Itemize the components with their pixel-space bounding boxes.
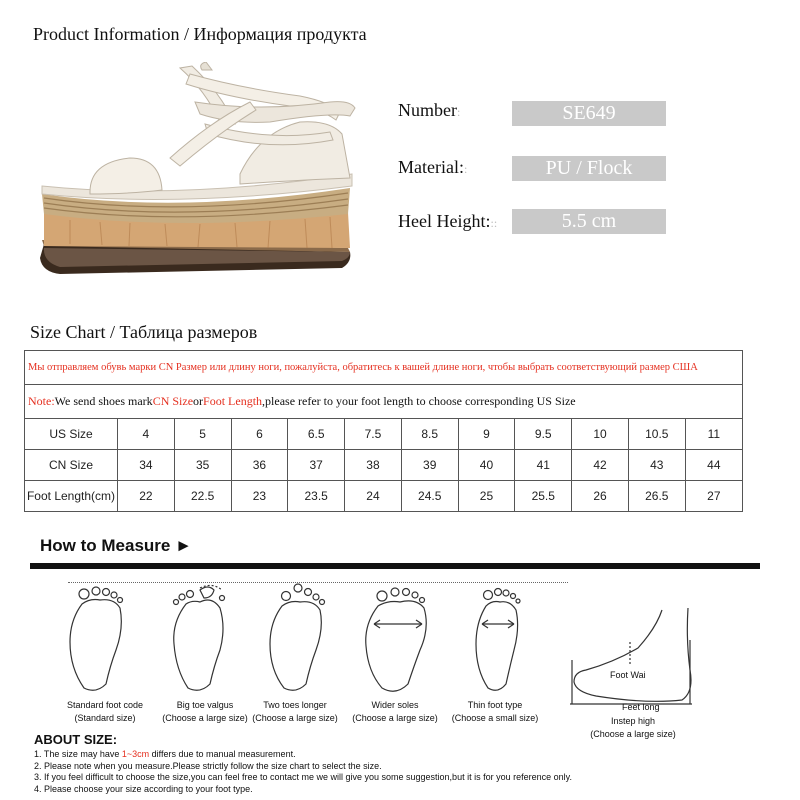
size-row — [25, 450, 742, 481]
spec-material-value: PU / Flock — [512, 156, 666, 181]
size-row — [25, 481, 742, 512]
size-note-russian: Мы отправляем обувь марки CN Размер или длину ноги, пожалуйста, обратитесь к вашей длине ноги, чтобы выбрать соответствующий размер США — [25, 351, 742, 385]
about-item-1: 1. The size may have 1~3cm differs due to manual measurement. — [34, 749, 296, 759]
size-cell: 9.5 — [515, 419, 572, 450]
two-toes-longer-foot-icon — [270, 584, 325, 690]
sandal-product-image — [30, 62, 360, 292]
size-cell: 26 — [572, 481, 629, 512]
size-grid — [25, 419, 742, 511]
spec-heel-height-value: 5.5 cm — [512, 209, 666, 234]
spec-material-label: Material:: — [398, 157, 468, 177]
size-cell: 26.5 — [628, 481, 685, 512]
size-cell: 25 — [458, 481, 515, 512]
size-cell: 9 — [458, 419, 515, 450]
section-divider-bar — [30, 563, 760, 569]
feet-long-label: Feet long — [622, 702, 660, 712]
size-cell: 25.5 — [515, 481, 572, 512]
about-item-2: 2. Please note when you measure.Please strictly follow the size chart to select the size. — [34, 760, 382, 771]
thin-foot-icon — [476, 589, 520, 691]
size-cell: 37 — [288, 450, 345, 481]
size-cell: 11 — [685, 419, 742, 450]
size-cell: 10 — [572, 419, 629, 450]
size-cell: 36 — [231, 450, 288, 481]
size-cell: 24 — [345, 481, 402, 512]
size-row-label: Foot Length(cm) — [25, 481, 118, 512]
size-note-english: Note: We send shoes mark CN Size or Foot Length ,please refer to your foot length to choose corresponding US Size — [25, 385, 742, 419]
about-size-list — [34, 749, 572, 795]
size-cell: 10.5 — [628, 419, 685, 450]
size-cell: 41 — [515, 450, 572, 481]
size-cell: 39 — [401, 450, 458, 481]
how-to-measure-title: How to Measure ► — [40, 536, 192, 555]
size-row-label: US Size — [25, 419, 118, 450]
foot-wai-label: Foot Wai — [610, 670, 646, 680]
size-cell: 23.5 — [288, 481, 345, 512]
size-cell: 35 — [174, 450, 231, 481]
product-info-title: Product Information / Информация продукта — [33, 24, 367, 44]
note-label: Note: — [28, 394, 55, 408]
foot-types-illustration — [40, 580, 560, 695]
spec-number-value: SE649 — [512, 101, 666, 126]
size-cell: 34 — [118, 450, 175, 481]
big-toe-valgus-foot-icon — [174, 585, 225, 690]
wider-soles-foot-icon — [366, 588, 427, 691]
spec-heel-height-label: Heel Height::: — [398, 211, 498, 231]
size-cell: 42 — [572, 450, 629, 481]
about-size-title: ABOUT SIZE: — [34, 732, 118, 747]
size-chart-title: Size Chart / Таблица размеров — [30, 322, 258, 342]
size-cell: 5 — [174, 419, 231, 450]
about-item-4: 4. Please choose your size according to your foot type. — [34, 783, 253, 794]
foot-caption-instep: Instep high (Choose a large size) — [590, 716, 676, 739]
size-cell: 6.5 — [288, 419, 345, 450]
size-row — [25, 419, 742, 450]
foot-caption-thin: Thin foot type (Choose a small size) — [451, 700, 539, 723]
spec-number-label: Number: — [398, 100, 461, 120]
size-cell: 6 — [231, 419, 288, 450]
size-chart-table — [24, 350, 743, 512]
standard-foot-icon — [70, 587, 123, 690]
foot-caption-wider: Wider soles (Choose a large size) — [352, 700, 438, 723]
foot-caption-big-toe: Big toe valgus (Choose a large size) — [162, 700, 248, 723]
size-cell: 22 — [118, 481, 175, 512]
foot-caption-standard: Standard foot code (Standard size) — [66, 700, 144, 723]
instep-side-view-icon — [566, 600, 706, 715]
size-cell: 22.5 — [174, 481, 231, 512]
foot-caption-two-toes: Two toes longer (Choose a large size) — [252, 700, 338, 723]
size-cell: 44 — [685, 450, 742, 481]
size-cell: 40 — [458, 450, 515, 481]
size-cell: 8.5 — [401, 419, 458, 450]
size-cell: 4 — [118, 419, 175, 450]
size-cell: 43 — [628, 450, 685, 481]
size-cell: 23 — [231, 481, 288, 512]
size-cell: 24.5 — [401, 481, 458, 512]
size-cell: 7.5 — [345, 419, 402, 450]
size-row-label: CN Size — [25, 450, 118, 481]
about-item-3: 3. If you feel difficult to choose the size,you can feel free to contact me we will give you some suggestion,but it is for you reference only. — [34, 772, 572, 782]
size-cell: 38 — [345, 450, 402, 481]
size-cell: 27 — [685, 481, 742, 512]
